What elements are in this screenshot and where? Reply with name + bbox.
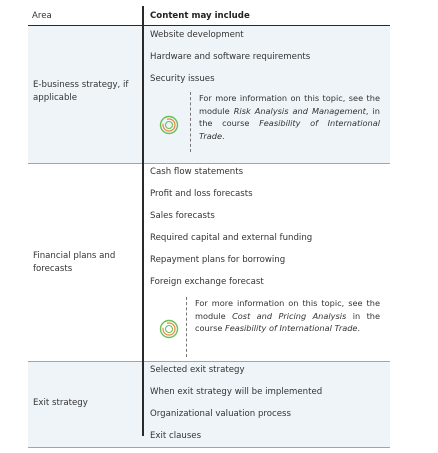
note-text: For more information on this topic, see the module (195, 298, 380, 321)
list-item: Repayment plans for borrowing (150, 255, 286, 265)
section-exit (28, 362, 390, 448)
list-item: Sales forecasts (150, 211, 215, 221)
note-course: Feasibility of International Trade (224, 323, 358, 333)
note-module: Risk Analysis and Management (233, 105, 366, 116)
area-label: E-business strategy, if applicable (33, 80, 129, 103)
list-item: Required capital and external funding (150, 233, 313, 243)
list-item: Foreign exchange forecast (150, 277, 264, 287)
header-area: Area (32, 11, 52, 21)
list-item: Selected exit strategy (150, 365, 245, 375)
circle-swirl-icon (159, 319, 179, 339)
list-item: Security issues (150, 74, 215, 84)
section-financial (28, 164, 390, 362)
circle-swirl-icon (159, 115, 179, 135)
content-table (28, 6, 390, 448)
list-item: Organizational valuation process (150, 409, 291, 419)
info-note (186, 297, 380, 357)
note-text: . (221, 130, 225, 141)
area-label: Financial plans and forecasts (33, 251, 116, 274)
header-content: Content may include (150, 11, 250, 21)
list-item: Website development (150, 30, 244, 40)
column-divider (142, 6, 144, 436)
note-text: For more information on this topic, see the module (199, 93, 380, 116)
list-item: Cash flow statements (150, 167, 244, 177)
note-text: in the course (195, 310, 381, 333)
note-text: . (357, 323, 361, 333)
list-item: Exit clauses (150, 431, 202, 441)
list-item: When exit strategy will be implemented (150, 387, 323, 397)
list-item: Hardware and software requirements (150, 52, 311, 62)
list-item: Profit and loss forecasts (150, 189, 253, 199)
area-label: Exit strategy (33, 398, 88, 408)
info-note (190, 92, 380, 152)
note-module: Cost and Pricing Analysis (232, 310, 347, 321)
section-ebusiness (28, 26, 390, 164)
note-course: Feasibility of International Trade (199, 118, 380, 141)
note-text: , in the course (199, 105, 380, 128)
table-header (28, 6, 390, 26)
